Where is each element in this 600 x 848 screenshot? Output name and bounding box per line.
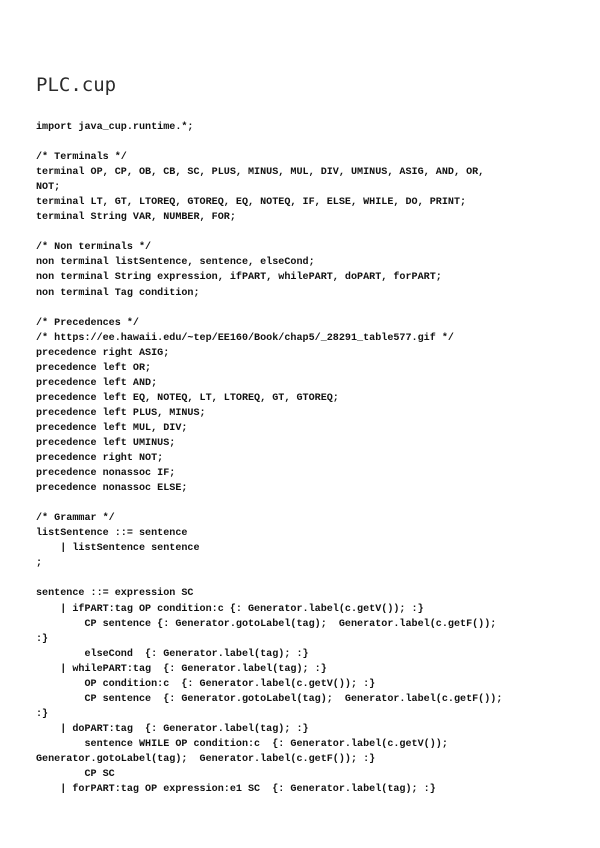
code-line: terminal String VAR, NUMBER, FOR; xyxy=(36,212,236,224)
code-line: :} xyxy=(36,708,49,720)
code-line: Generator.gotoLabel(tag); Generator.label(c.getF()); :} xyxy=(36,753,376,765)
code-line: | doPART:tag {: Generator.label(tag); :} xyxy=(36,723,309,735)
code-line xyxy=(36,225,576,240)
document-title: PLC.cup xyxy=(36,74,117,96)
code-line: sentence WHILE OP condition:c {: Generator.label(c.getV()); xyxy=(36,738,448,750)
code-line: precedence nonassoc ELSE; xyxy=(36,483,188,495)
code-line: | listSentence sentence xyxy=(36,543,200,555)
code-line xyxy=(36,301,576,316)
code-line: precedence left PLUS, MINUS; xyxy=(36,407,206,419)
code-line xyxy=(36,571,576,586)
code-line xyxy=(36,496,576,511)
code-line: terminal OP, CP, OB, CB, SC, PLUS, MINUS, MUL, DIV, UMINUS, ASIG, AND, OR, xyxy=(36,167,485,179)
code-line xyxy=(36,135,576,150)
code-line: CP SC xyxy=(36,769,115,781)
code-line: ; xyxy=(36,558,43,570)
code-line: precedence nonassoc IF; xyxy=(36,468,176,480)
code-line: /* Precedences */ xyxy=(36,317,139,329)
code-line: non terminal String expression, ifPART, whilePART, doPART, forPART; xyxy=(36,272,442,284)
code-line: sentence ::= expression SC xyxy=(36,588,194,600)
code-line: precedence left EQ, NOTEQ, LT, LTOREQ, GT, GTOREQ; xyxy=(36,392,339,404)
code-line: non terminal listSentence, sentence, elseCond; xyxy=(36,257,315,269)
code-line: precedence right ASIG; xyxy=(36,347,170,359)
code-line: listSentence ::= sentence xyxy=(36,528,188,540)
code-line: import java_cup.runtime.*; xyxy=(36,122,194,133)
code-line: /* Non terminals */ xyxy=(36,242,152,254)
code-line: OP condition:c {: Generator.label(c.getV()); :} xyxy=(36,678,376,690)
code-line: precedence left UMINUS; xyxy=(36,437,176,449)
code-line: | forPART:tag OP expression:e1 SC {: Generator.label(tag); :} xyxy=(36,784,436,796)
code-line: /* https://ee.hawaii.edu/~tep/EE160/Book/chap5/_28291_table577.gif */ xyxy=(36,332,454,344)
code-line: precedence right NOT; xyxy=(36,453,164,465)
code-line: precedence left MUL, DIV; xyxy=(36,422,188,434)
code-line: /* Terminals */ xyxy=(36,152,127,164)
code-line: CP sentence {: Generator.gotoLabel(tag); Generator.label(c.getF()); xyxy=(36,618,497,630)
code-line: CP sentence {: Generator.gotoLabel(tag); Generator.label(c.getF()); xyxy=(36,693,503,705)
code-line: precedence left AND; xyxy=(36,377,158,389)
code-line: precedence left OR; xyxy=(36,362,152,374)
code-line: /* Grammar */ xyxy=(36,513,115,525)
code-block xyxy=(36,120,576,797)
code-line: terminal LT, GT, LTOREQ, GTOREQ, EQ, NOTEQ, IF, ELSE, WHILE, DO, PRINT; xyxy=(36,197,467,209)
code-line: non terminal Tag condition; xyxy=(36,287,200,299)
code-line: NOT; xyxy=(36,182,61,194)
code-line: | whilePART:tag {: Generator.label(tag); :} xyxy=(36,663,327,675)
code-line: elseCond {: Generator.label(tag); :} xyxy=(36,648,309,660)
code-line: :} xyxy=(36,633,49,645)
code-line: | ifPART:tag OP condition:c {: Generator.label(c.getV()); :} xyxy=(36,603,424,615)
